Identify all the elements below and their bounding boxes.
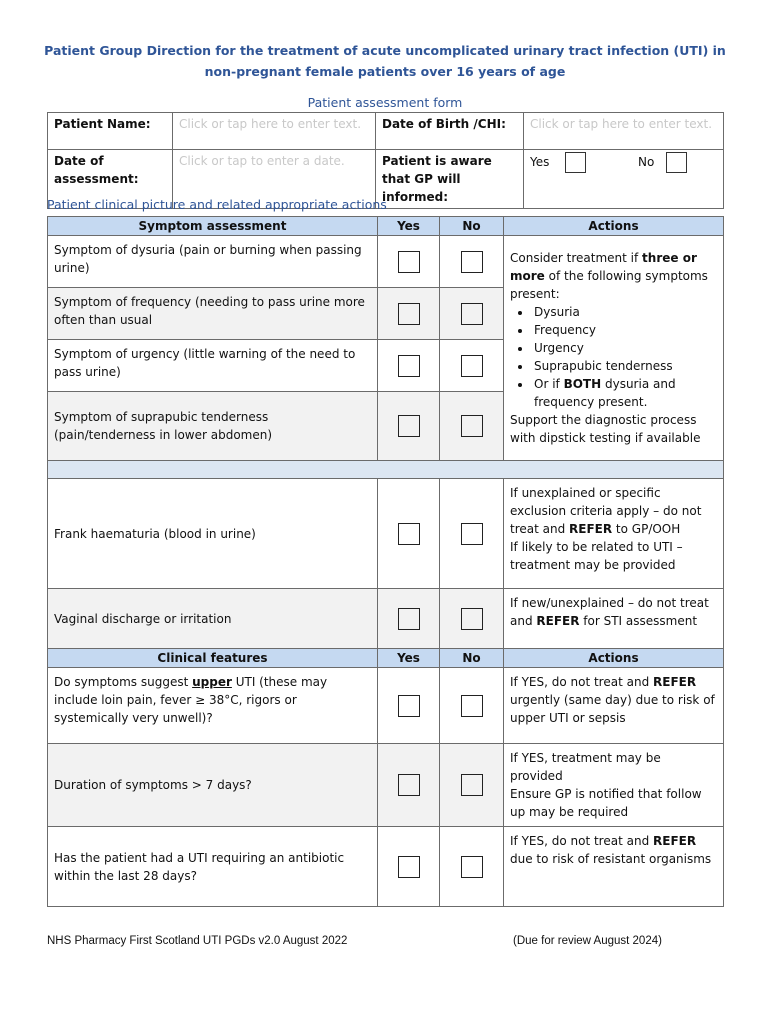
gp-aware-yes-label: Yes: [530, 155, 550, 169]
symptom-urgency: Symptom of urgency (little warning of the need to pass urine): [48, 340, 378, 392]
gp-aware-no-label: No: [638, 155, 655, 169]
clinical-features-header: Clinical features: [48, 649, 378, 668]
discharge-action: If new/unexplained – do not treat and REFER for STI assessment: [504, 589, 724, 649]
section-heading: Patient clinical picture and related appropriate actions: [47, 197, 387, 212]
criteria-item: • Urgency: [532, 339, 717, 357]
dob-field[interactable]: [524, 113, 724, 150]
symptom-header: Symptom assessment: [48, 217, 378, 236]
urgency-no-checkbox[interactable]: [461, 355, 483, 377]
gp-aware-no-checkbox[interactable]: [666, 152, 687, 173]
haematuria-action: If unexplained or specific exclusion criteria apply – do not treat and REFER to GP/OOH If likely to be related to UTI – treatment may be provided: [504, 479, 724, 589]
gp-aware-options: [524, 150, 724, 209]
symptom-frequency: Symptom of frequency (needing to pass urine more often than usual: [48, 288, 378, 340]
recent-uti-yes-checkbox[interactable]: [398, 856, 420, 878]
frequency-yes-checkbox[interactable]: [398, 303, 420, 325]
dipstick-support-text: Support the diagnostic process with dipstick testing if available: [510, 413, 701, 445]
actions-header: Actions: [504, 217, 724, 236]
no-header: No: [440, 217, 504, 236]
suprapubic-no-checkbox[interactable]: [461, 415, 483, 437]
symptom-haematuria: Frank haematuria (blood in urine): [48, 479, 378, 589]
frequency-no-checkbox[interactable]: [461, 303, 483, 325]
upper-uti-yes-checkbox[interactable]: [398, 695, 420, 717]
upper-uti-no-checkbox[interactable]: [461, 695, 483, 717]
assessment-date-placeholder: Click or tap to enter a date.: [179, 154, 345, 168]
feature-duration: Duration of symptoms > 7 days?: [48, 744, 378, 827]
assessment-table: [47, 216, 724, 907]
discharge-yes-checkbox[interactable]: [398, 608, 420, 630]
dysuria-yes-checkbox[interactable]: [398, 251, 420, 273]
gp-aware-label: Patient is aware that GP will informed:: [376, 150, 524, 209]
symptom-dysuria: Symptom of dysuria (pain or burning when passing urine): [48, 236, 378, 288]
duration-yes-checkbox[interactable]: [398, 774, 420, 796]
footer-version: NHS Pharmacy First Scotland UTI PGDs v2.0 August 2022: [47, 935, 348, 947]
recent-uti-no-checkbox[interactable]: [461, 856, 483, 878]
feature-upper-uti: Do symptoms suggest upper UTI (these may include loin pain, fever ≥ 38°C, rigors or systemically very unwell)?: [48, 668, 378, 744]
duration-no-checkbox[interactable]: [461, 774, 483, 796]
recent-uti-action: If YES, do not treat and REFER due to risk of resistant organisms: [504, 827, 724, 907]
document-title: Patient Group Direction for the treatment of acute uncomplicated urinary tract infection (UTI) in non-pregnant female patients over 16 years of age: [44, 43, 726, 79]
symptom-vaginal-discharge: Vaginal discharge or irritation: [48, 589, 378, 649]
suprapubic-yes-checkbox[interactable]: [398, 415, 420, 437]
yes-header: Yes: [378, 217, 440, 236]
criteria-item: • Suprapubic tenderness: [532, 357, 717, 375]
dob-placeholder: Click or tap here to enter text.: [530, 117, 713, 131]
assessment-date-label: Date of assessment:: [48, 150, 173, 209]
dysuria-no-checkbox[interactable]: [461, 251, 483, 273]
symptom-action-intro: Consider treatment if three or more of the following symptoms present:: [510, 251, 708, 301]
table-divider-row: [48, 461, 724, 479]
patient-name-placeholder: Click or tap here to enter text.: [179, 117, 362, 131]
clinical-actions-header: Actions: [504, 649, 724, 668]
footer-review-date: (Due for review August 2024): [513, 935, 662, 947]
dob-label: Date of Birth /CHI:: [376, 113, 524, 150]
haematuria-no-checkbox[interactable]: [461, 523, 483, 545]
patient-info-table: [47, 112, 724, 209]
criteria-item: • Dysuria: [532, 303, 717, 321]
criteria-item-both: • Or if BOTH dysuria and frequency present.: [532, 375, 717, 411]
patient-name-field[interactable]: [173, 113, 376, 150]
feature-recent-uti: Has the patient had a UTI requiring an antibiotic within the last 28 days?: [48, 827, 378, 907]
upper-uti-action: If YES, do not treat and REFER urgently (same day) due to risk of upper UTI or sepsis: [504, 668, 724, 744]
haematuria-yes-checkbox[interactable]: [398, 523, 420, 545]
patient-name-label: Patient Name:: [48, 113, 173, 150]
criteria-item: • Frequency: [532, 321, 717, 339]
symptom-criteria-list: [510, 303, 717, 411]
clinical-no-header: No: [440, 649, 504, 668]
symptom-actions: [504, 236, 724, 461]
duration-action: If YES, treatment may be provided Ensure GP is notified that follow up may be required: [504, 744, 724, 827]
discharge-no-checkbox[interactable]: [461, 608, 483, 630]
form-title: Patient assessment form: [307, 95, 463, 110]
urgency-yes-checkbox[interactable]: [398, 355, 420, 377]
symptom-suprapubic: Symptom of suprapubic tenderness (pain/tenderness in lower abdomen): [48, 392, 378, 461]
gp-aware-yes-checkbox[interactable]: [565, 152, 586, 173]
clinical-yes-header: Yes: [378, 649, 440, 668]
